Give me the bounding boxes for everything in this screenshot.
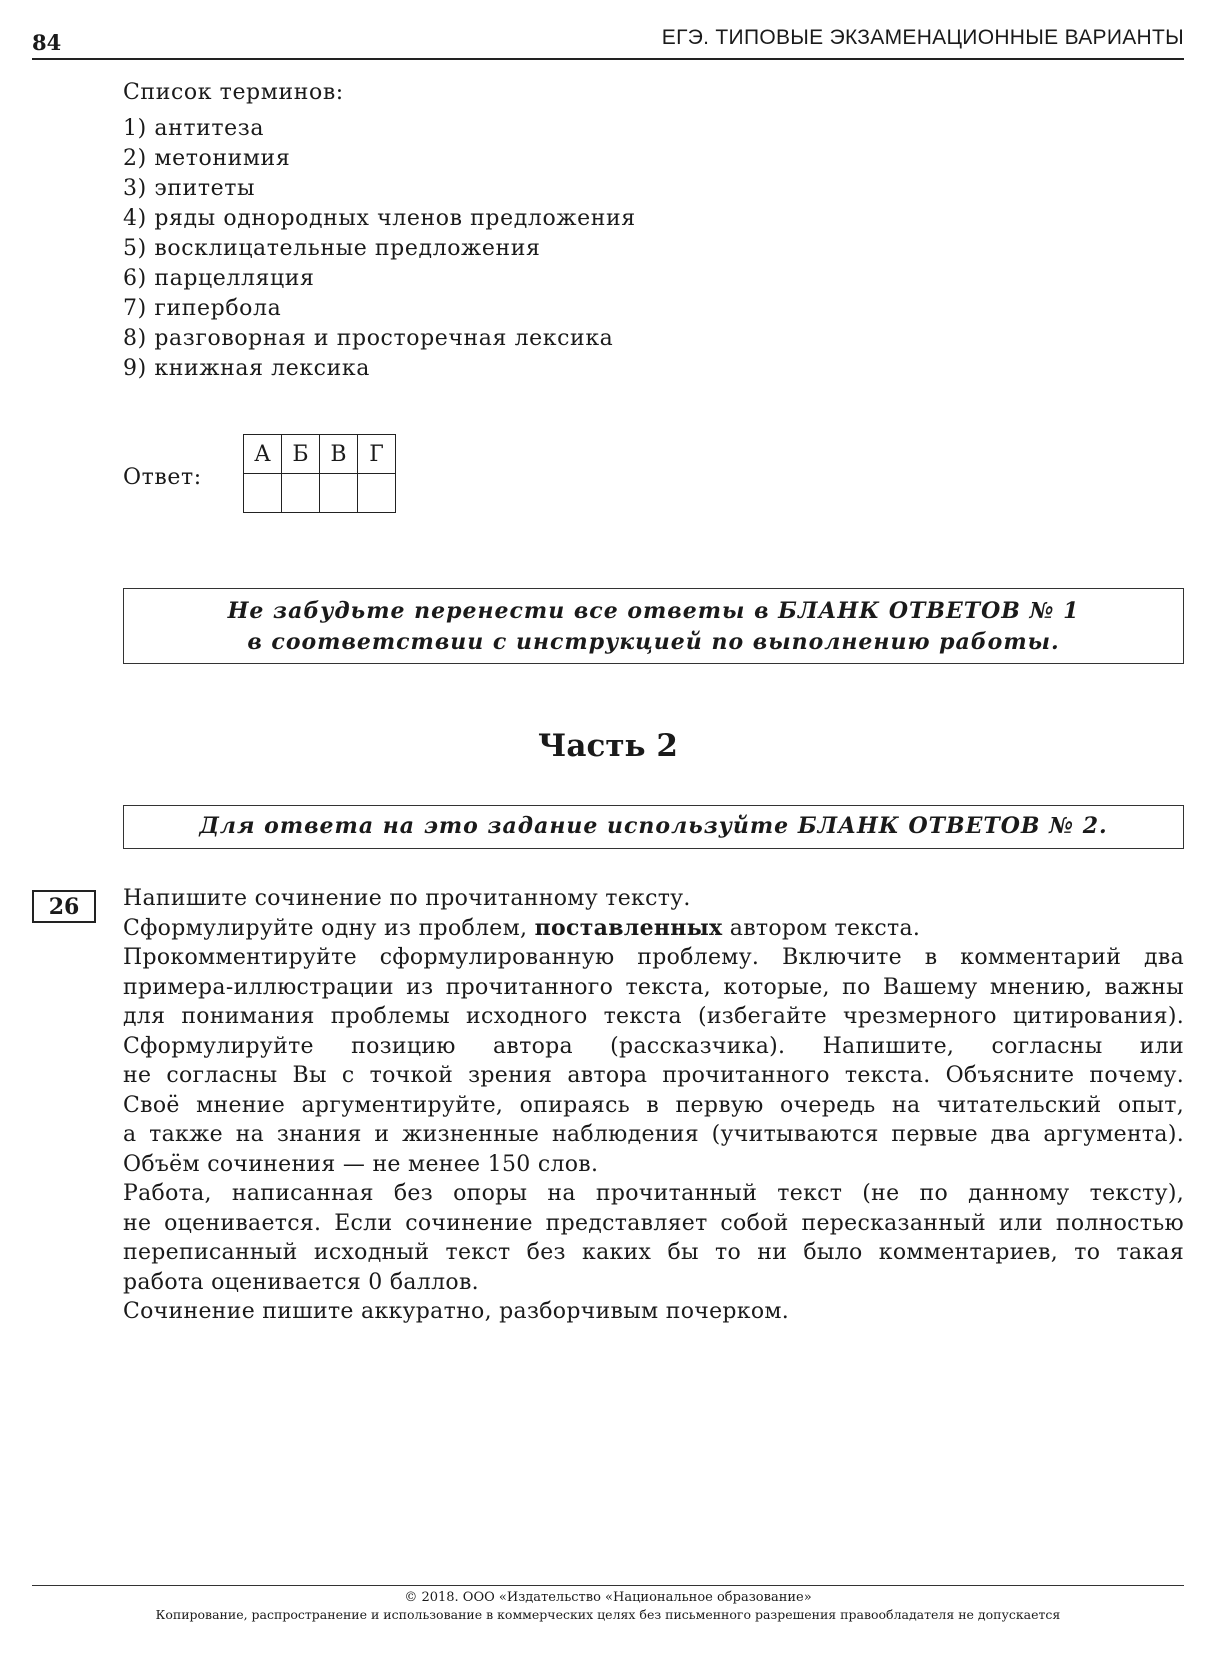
part-notice: Для ответа на это задание используйте БЛАНК ОТВЕТОВ № 2. [123, 805, 1184, 849]
page-footer [32, 1585, 1184, 1623]
answer-table [243, 434, 396, 513]
answer-cell[interactable] [320, 474, 358, 513]
task-line: Сочинение пишите аккуратно, разборчивым почерком. [123, 1299, 790, 1324]
task-line: Сформулируйте позицию автора (рассказчика). Напишите, согласны или [123, 1033, 1184, 1059]
running-title: ЕГЭ. ТИПОВЫЕ ЭКЗАМЕНАЦИОННЫЕ ВАРИАНТЫ [661, 26, 1184, 49]
list-item: 9) книжная лексика [123, 356, 370, 381]
task-line: Своё мнение аргументируйте, опираясь в первую очередь на читательский опыт, [123, 1092, 1184, 1118]
part-title: Часть 2 [538, 728, 678, 764]
task-line: примера-иллюстрации из прочитанного текста, которые, по Вашему мнению, важны [123, 974, 1184, 1000]
task-line: Работа, написанная без опоры на прочитанный текст (не по данному тексту), [123, 1181, 1184, 1206]
task-line: переписанный исходный текст без каких бы то ни было комментариев, то такая [123, 1240, 1184, 1265]
terms-section [123, 78, 636, 384]
answer-cell[interactable] [358, 474, 396, 513]
page-header [32, 18, 1184, 60]
task-line: Напишите сочинение по прочитанному тексту. [123, 886, 691, 911]
list-item: 2) метонимия [123, 146, 291, 171]
task-text-fragment: Сформулируйте одну из проблем, [123, 915, 535, 941]
list-item: 7) гипербола [123, 296, 282, 321]
answer-column-header: В [320, 435, 358, 474]
answer-column-header: А [244, 435, 282, 474]
list-item: 1) антитеза [123, 116, 265, 141]
answer-cell[interactable] [282, 474, 320, 513]
task-text [123, 884, 1184, 1327]
task-line: не оценивается. Если сочинение представляет собой пересказанный или полностью [123, 1210, 1184, 1236]
answer-column-header: Б [282, 435, 320, 474]
task-number-badge: 26 [32, 890, 96, 923]
page-number: 84 [32, 30, 62, 55]
answer-sheet-notice [123, 588, 1184, 664]
task-line [123, 914, 1184, 944]
list-item: 4) ряды однородных членов предложения [123, 206, 636, 231]
task-line: Прокомментируйте сформулированную проблему. Включите в комментарий два [123, 945, 1184, 970]
answer-column-header: Г [358, 435, 396, 474]
list-item: 3) эпитеты [123, 176, 256, 201]
answer-input-row [244, 474, 396, 513]
task-line: для понимания проблемы исходного текста (избегайте чрезмерного цитирования). [123, 1004, 1184, 1029]
task-text-fragment: автором текста. [722, 915, 921, 941]
answer-label: Ответ: [123, 465, 202, 490]
notice-line: в соответствии с инструкцией по выполнению работы. [247, 629, 1060, 655]
answer-header-row [244, 435, 396, 474]
task-line: Объём сочинения — не менее 150 слов. [123, 1151, 599, 1177]
terms-title: Список терминов: [123, 80, 344, 105]
answer-cell[interactable] [244, 474, 282, 513]
task-line: не согласны Вы с точкой зрения автора прочитанного текста. Объясните почему. [123, 1063, 1184, 1088]
task-bold-word: поставленных [534, 914, 723, 941]
list-item: 8) разговорная и просторечная лексика [123, 326, 614, 351]
term-list [123, 114, 636, 384]
task-line: работа оценивается 0 баллов. [123, 1269, 479, 1295]
footer-notice: Копирование, распространение и использование в коммерческих целях без письменного разрешения правообладателя не допускается [155, 1607, 1061, 1622]
list-item: 5) восклицательные предложения [123, 236, 541, 261]
notice-line: Не забудьте перенести все ответы в БЛАНК ОТВЕТОВ № 1 [227, 598, 1080, 624]
task-line: а также на знания и жизненные наблюдения (учитываются первые два аргумента). [123, 1122, 1184, 1147]
list-item: 6) парцелляция [123, 266, 315, 291]
footer-copyright: © 2018. ООО «Издательство «Национальное образование» [404, 1590, 812, 1605]
